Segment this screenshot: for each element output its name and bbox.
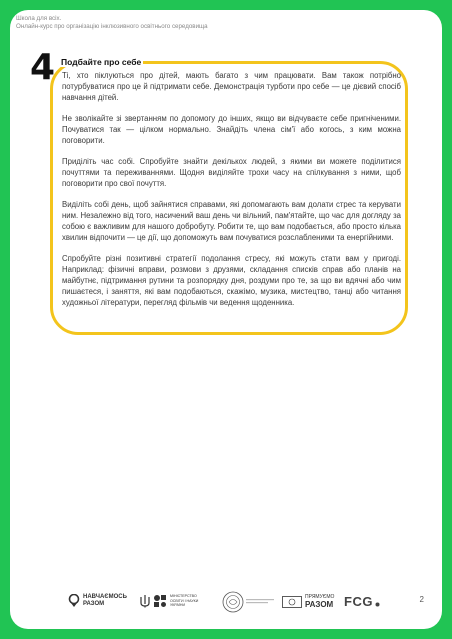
dot-icon: [375, 602, 380, 607]
header-school-title: Школа для всіх.: [16, 15, 62, 22]
logo-ministry: [140, 594, 198, 608]
page-number: 2: [419, 595, 424, 604]
paragraph: Виділіть собі день, щоб зайнятися справами, які допомагають вам долати стрес та керувати ним. Незалежно від того, насичений ваш день чи вільний, пам'ятайте, що час для догляду за собою є важливим для нашого добробуту. Робити те, що вам подобається, або просто кілька хвилин відпочити — це дії, що допоможуть вам почуватися розслабленими та енергійними.: [62, 200, 401, 242]
header-course-title: Онлайн-курс про організацію інклюзивного освітнього середовища: [16, 23, 208, 30]
page-footer: [10, 590, 442, 618]
page-header: [16, 15, 208, 31]
logo-text: НАВЧАЄМОСЬ: [83, 594, 127, 600]
logo-text: РАЗОМ: [83, 601, 105, 607]
flag-icon: [282, 596, 302, 608]
map-pin-icon: [68, 594, 80, 608]
paragraph: Спробуйте різні позитивні стратегії подолання стресу, які можуть стати вам у пригоді. Наприклад: фізичні вправи, розмови з друзями, складання списків справ або планів на майбутнє, підтримання рутини та розпорядку дня, роздуми про те, за що ви вдячні або чим пишаєтеся, і заняття, які вам подобаються, скажімо, музика, мистецтво, танці або читання художньої літератури, перегляд фільмів чи ведення щоденника.: [62, 254, 401, 307]
section-title: Подбайте про себе: [61, 57, 142, 67]
logo-fcg: [344, 594, 380, 609]
logo-text: ПРЯМУЄМО: [305, 594, 335, 600]
logo-navchaemos-razom: [68, 594, 127, 608]
ministry-emblem-icon: [153, 594, 167, 608]
logo-text: РАЗОМ: [305, 600, 334, 609]
section-content: [62, 70, 401, 318]
seal-caption-lines: [246, 597, 276, 607]
section-number: 4: [30, 47, 56, 88]
logo-text: FCG: [344, 594, 373, 609]
trident-icon: [140, 594, 150, 608]
seal-icon: [222, 591, 244, 613]
logo-emblem-seal: [222, 591, 276, 613]
logo-text: УКРАЇНИ: [170, 603, 186, 608]
document-page: [10, 10, 442, 629]
logo-text: МІНІСТЕРСТВО: [170, 594, 197, 599]
paragraph: Ті, хто піклуються про дітей, мають багато з чим працювати. Вам також потрібно потурбуватися про це й підтримати себе. Демонстрація турботи про себе — це дієвий спосіб навчання дітей.: [62, 71, 401, 102]
logo-pryamuemo-razom: [282, 594, 334, 609]
logo-text: ОСВІТИ І НАУКИ: [170, 598, 199, 603]
paragraph: Не зволікайте зі звертанням по допомогу до інших, якщо ви відчуваєте себе пригніченими. Почуватися так — цілком нормально. Знайдіть члена сім'ї або когось, з ким можна поговорити.: [62, 114, 401, 145]
paragraph: Приділіть час собі. Спробуйте знайти декількох людей, з якими ви можете поділитися почуттями та переживаннями. Щодня виділяйте трохи часу на спілкування з ними, щоб поговорити про свої почуття.: [62, 157, 401, 188]
